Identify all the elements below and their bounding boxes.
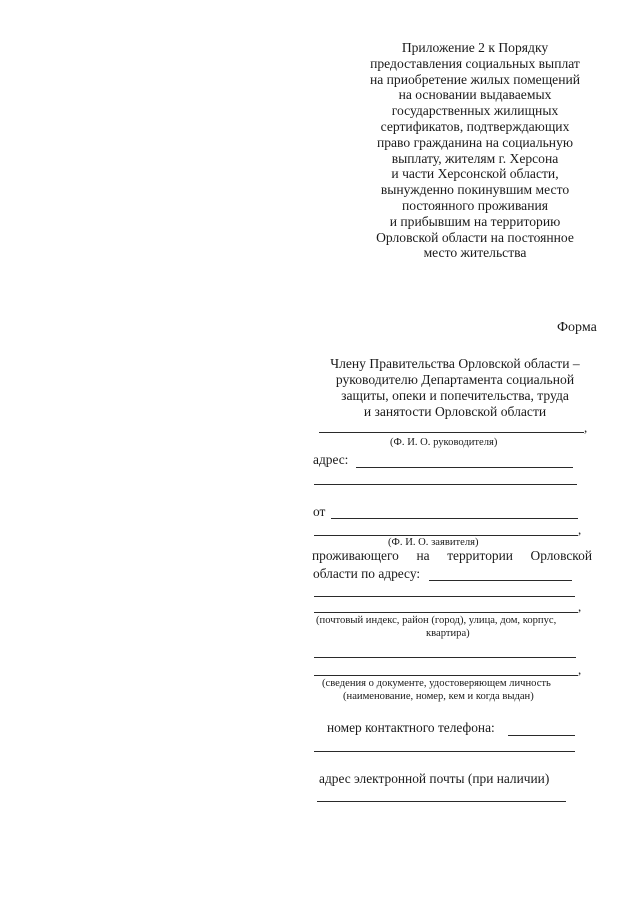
- phone-label: номер контактного телефона:: [327, 720, 495, 735]
- address-field-2[interactable]: [314, 484, 577, 485]
- annex-line: постоянного проживания: [401, 197, 549, 213]
- annex-line: государственных жилищных: [391, 103, 559, 119]
- phone-field-1[interactable]: [508, 735, 575, 736]
- region-address-field-1[interactable]: [429, 580, 572, 581]
- annex-line: выплату, жителям г. Херсона: [391, 150, 559, 166]
- phone-field-2[interactable]: [314, 751, 575, 752]
- head-name-field[interactable]: [319, 432, 584, 433]
- addressee-line: и занятости Орловской области: [363, 404, 547, 419]
- annex-line: предоставления социальных выплат: [370, 55, 580, 71]
- applicant-name-field-1[interactable]: [331, 518, 578, 519]
- identity-doc-caption: (наименование, номер, кем и когда выдан): [343, 691, 534, 702]
- email-field[interactable]: [317, 801, 566, 802]
- applicant-name-caption: (Ф. И. О. заявителя): [388, 537, 479, 548]
- annex-line: на приобретение жилых помещений: [369, 71, 581, 87]
- from-label: от: [313, 504, 326, 519]
- annex-line: Орловской области на постоянное: [376, 229, 574, 245]
- addressee-line: руководителю Департамента социальной: [335, 372, 575, 387]
- addressee-line: Члену Правительства Орловской области –: [330, 356, 580, 371]
- comma: ,: [584, 420, 588, 435]
- annex-line: Приложение 2 к Порядку: [401, 40, 549, 55]
- annex-line: право гражданина на социальную: [376, 134, 574, 150]
- region-address-field-2[interactable]: [314, 596, 575, 597]
- address-field-1[interactable]: [356, 467, 573, 468]
- region-address-label: области по адресу:: [313, 566, 421, 581]
- annex-line: сертификатов, подтверждающих: [380, 118, 570, 134]
- annex-line: место жительства: [423, 245, 527, 261]
- comma: ,: [578, 662, 582, 677]
- address-label: адрес:: [313, 452, 349, 467]
- applicant-name-field-2[interactable]: [314, 535, 578, 536]
- postal-caption: (почтовый индекс, район (город), улица, дом, корпус,: [316, 615, 557, 626]
- addressee-block: [310, 356, 600, 420]
- form-label: Форма: [557, 320, 597, 335]
- identity-doc-caption: (сведения о документе, удостоверяющем личность: [322, 678, 551, 689]
- postal-caption: квартира): [426, 628, 470, 639]
- comma: ,: [578, 599, 582, 614]
- annex-line: и части Херсонской области,: [391, 166, 559, 182]
- annex-line: вынужденно покинувшим место: [380, 182, 570, 198]
- identity-doc-field-2[interactable]: [314, 675, 578, 676]
- residing-text: проживающего на территории Орловской: [312, 548, 592, 563]
- comma: ,: [578, 522, 582, 537]
- annex-line: и прибывшим на территорию: [389, 213, 561, 229]
- annex-line: на основании выдаваемых: [398, 87, 552, 103]
- annex-header: [340, 40, 610, 261]
- identity-doc-field-1[interactable]: [314, 657, 576, 658]
- email-label: адрес электронной почты (при наличии): [319, 771, 550, 786]
- region-address-field-3[interactable]: [314, 612, 578, 613]
- addressee-line: защиты, опеки и попечительства, труда: [341, 388, 569, 403]
- head-name-caption: (Ф. И. О. руководителя): [390, 437, 498, 448]
